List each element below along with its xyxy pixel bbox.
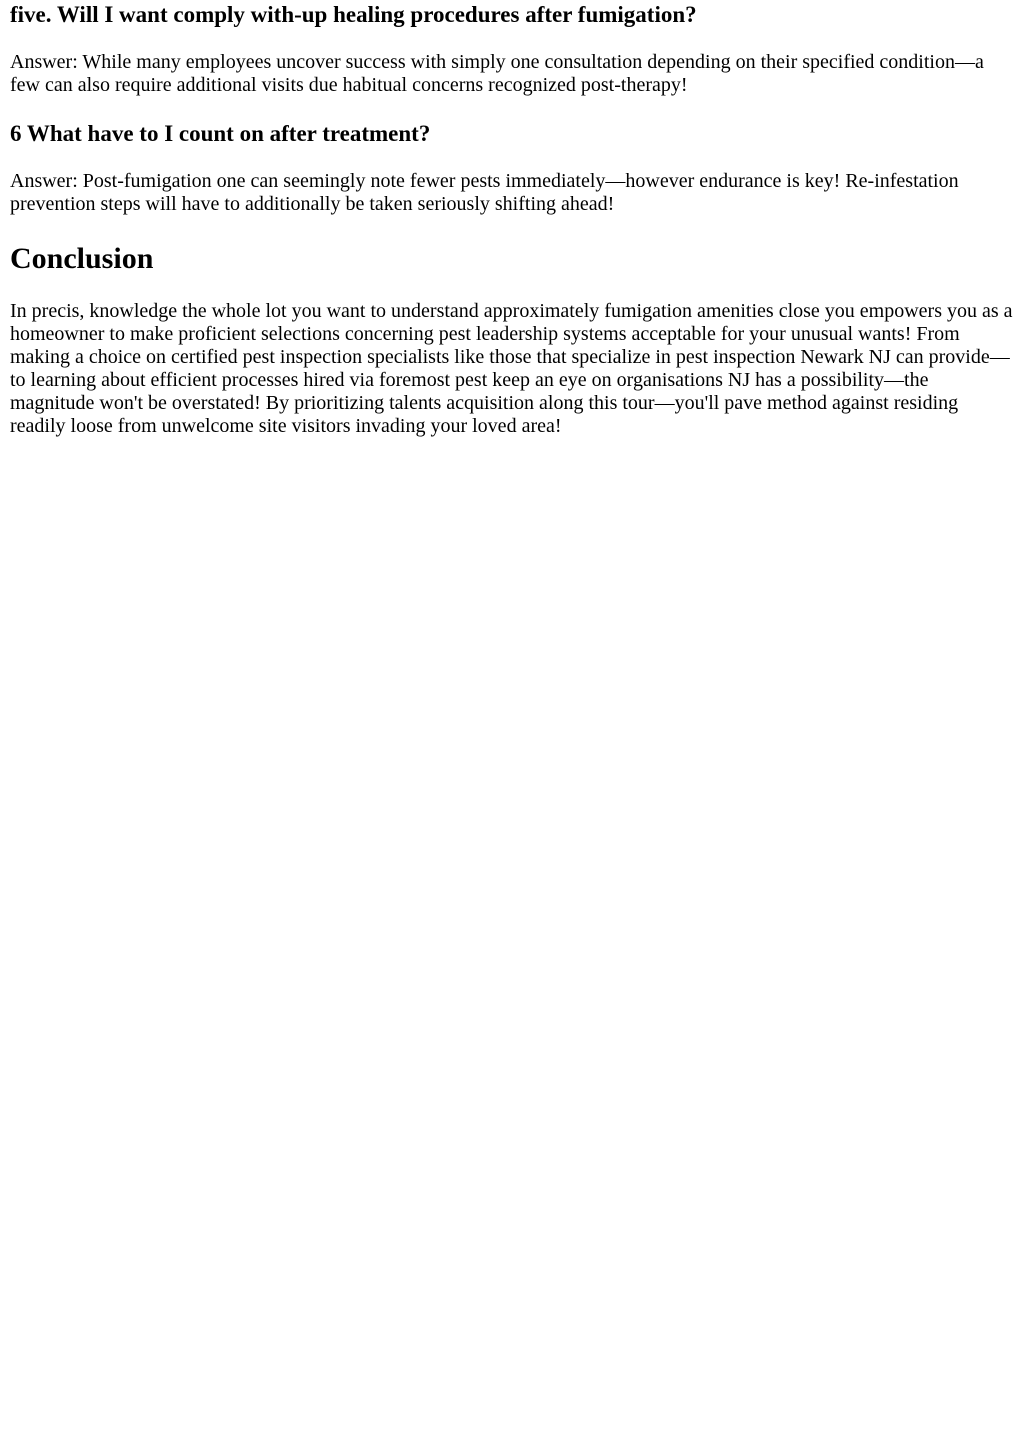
conclusion-heading: Conclusion — [10, 242, 154, 275]
faq-answer-5: Answer: While many employees uncover success with simply one consultation depending on their specified condition—a few can also require additional visits due habitual concerns recognized post-therapy! — [10, 51, 984, 96]
faq-question-5: five. Will I want comply with-up healing procedures after fumigation? — [10, 2, 697, 27]
article-content — [0, 1, 1024, 438]
faq-question-6: 6 What have to I count on after treatment? — [10, 121, 431, 146]
conclusion-paragraph: In precis, knowledge the whole lot you want to understand approximately fumigation amenities close you empowers you as a homeowner to make proficient selections concerning pest leadership systems acceptable for your unusual wants! From making a choice on certified pest inspection specialists like those that specialize in pest inspection Newark NJ can provide—to learning about efficient processes hired via foremost pest keep an eye on organisations NJ has a possibility—the magnitude won't be overstated! By prioritizing talents acquisition along this tour—you'll pave method against residing readily loose from unwelcome site visitors invading your loved area! — [10, 300, 1013, 437]
faq-answer-6: Answer: Post-fumigation one can seemingly note fewer pests immediately—however endurance is key! Re-infestation prevention steps will have to additionally be taken seriously shifting ahead! — [10, 170, 959, 215]
